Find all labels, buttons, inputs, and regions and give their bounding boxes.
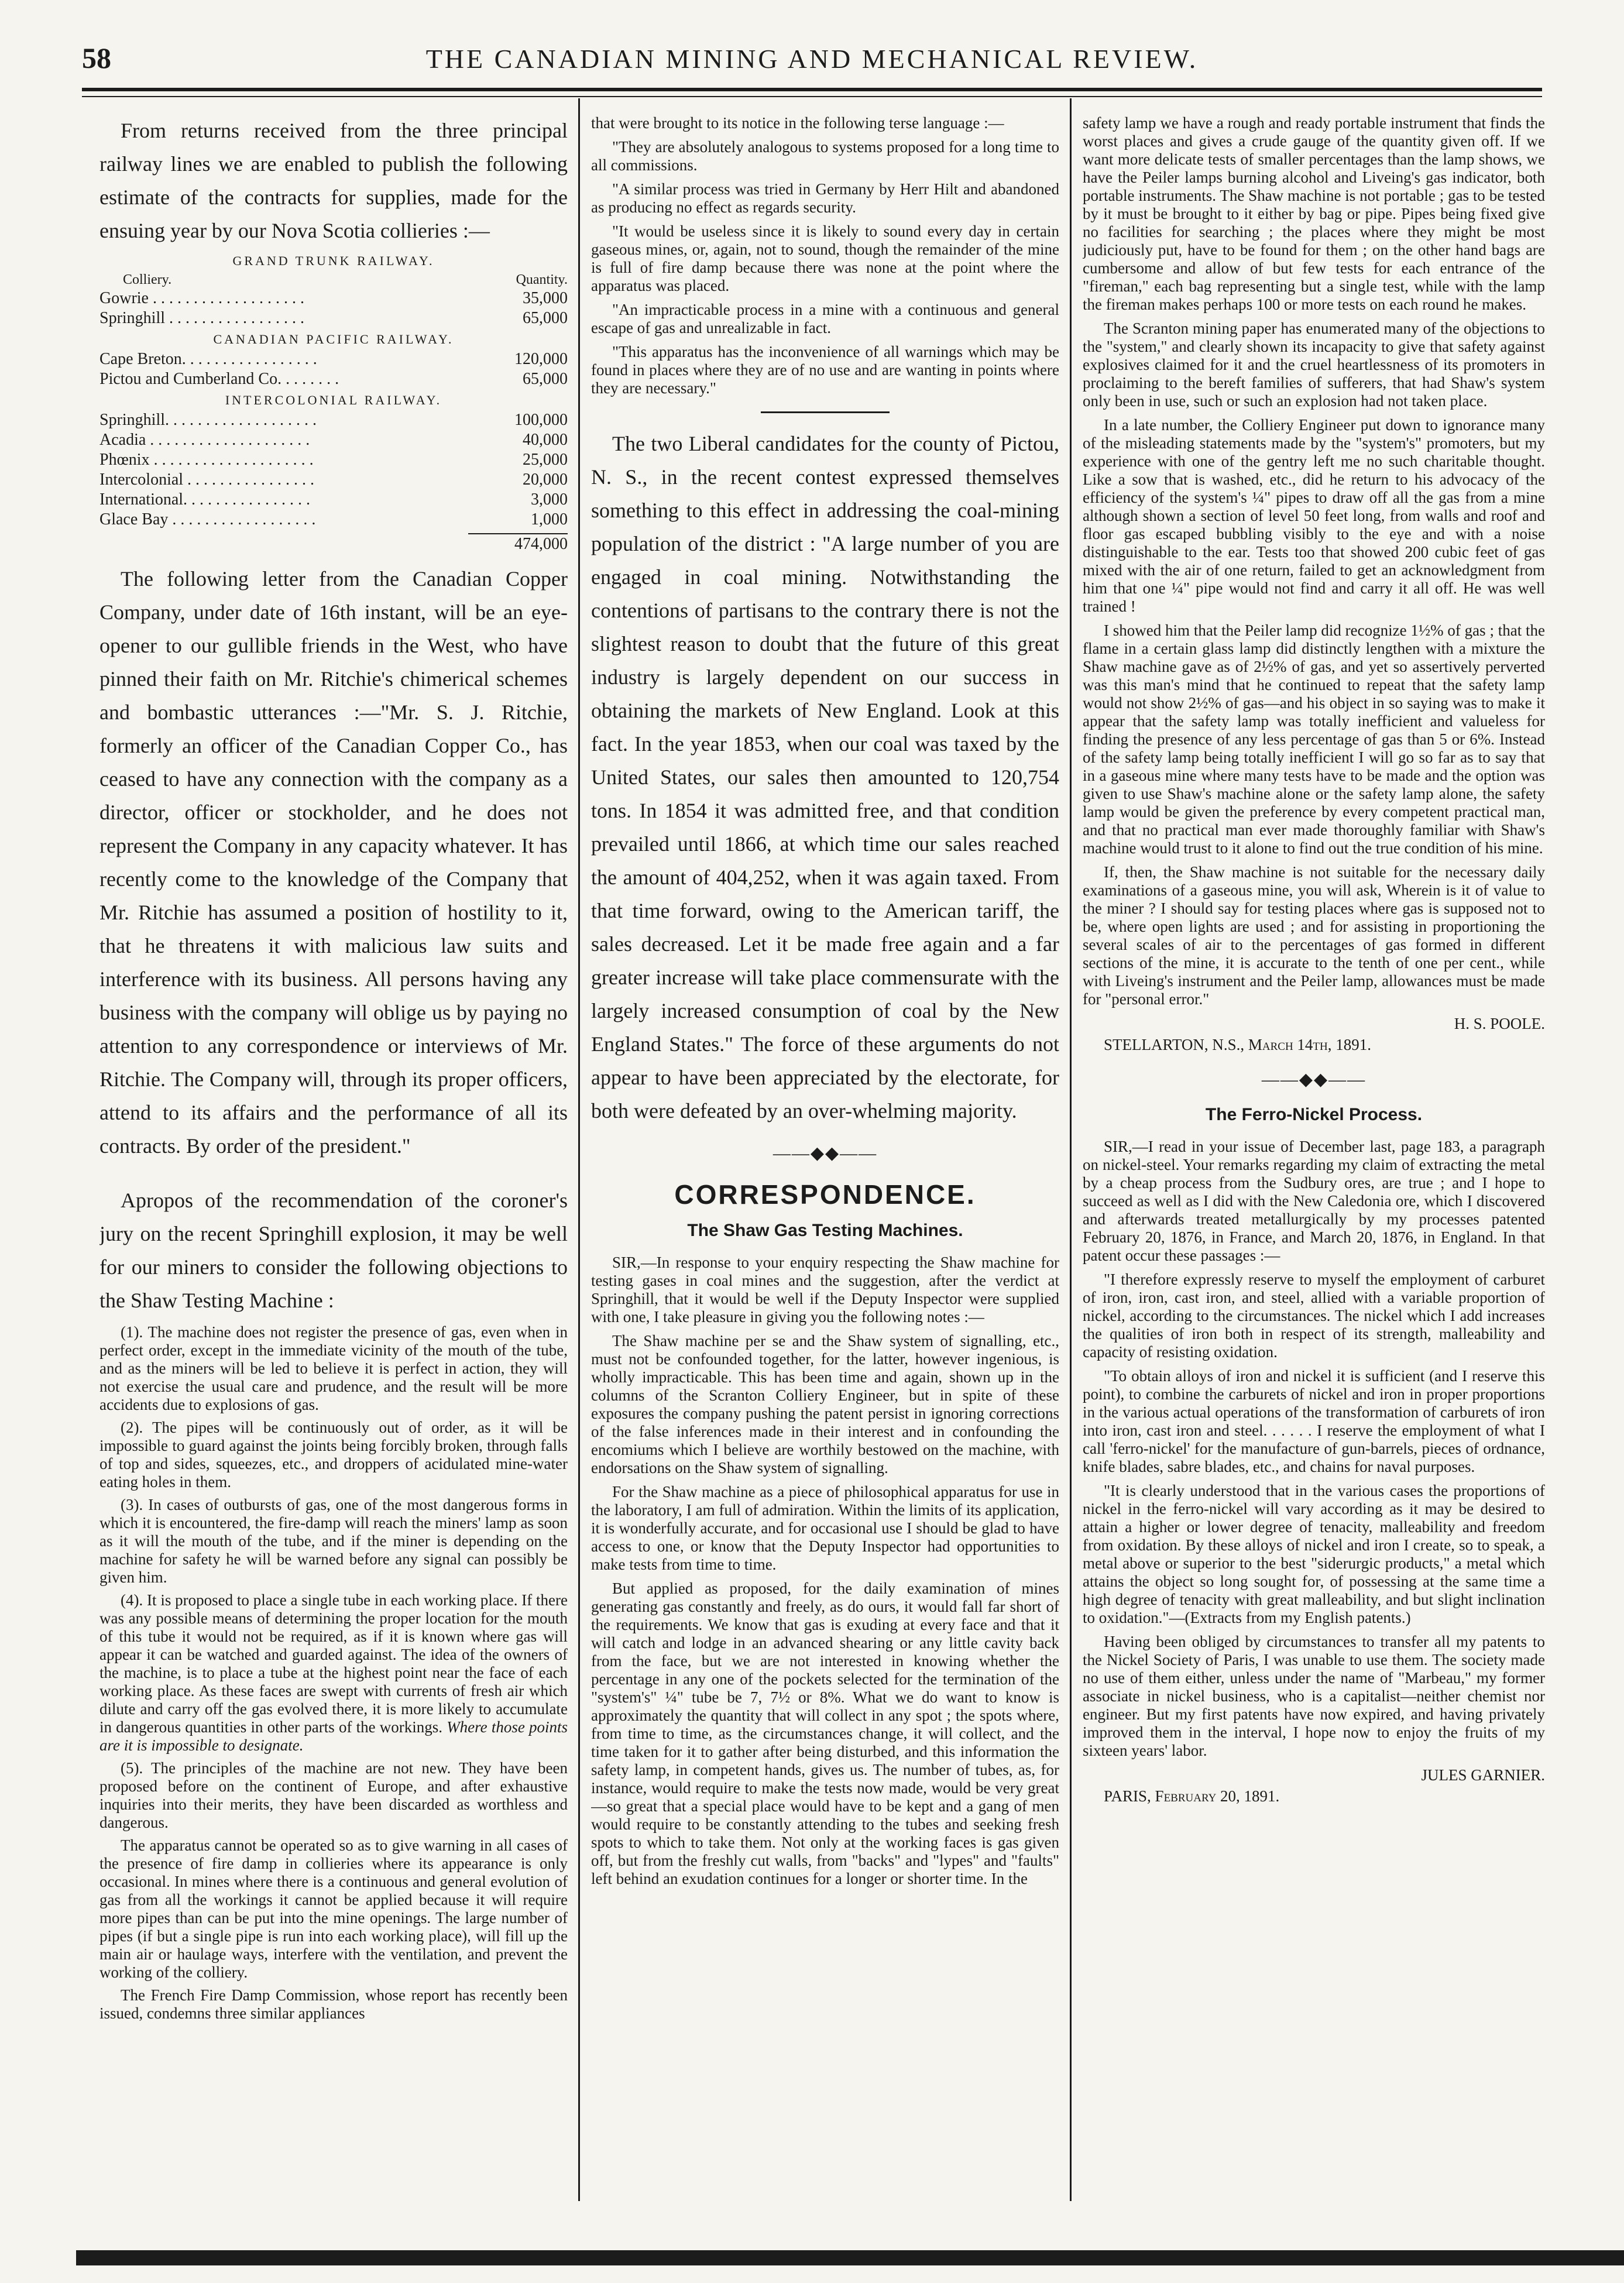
letter-paragraph: safety lamp we have a rough and ready portable instrument that finds the worst places and gives a crude gauge of the quantity given off. If we want more delicate tests of smaller percentages than the lamp shows, we have the Peiler lamps burning alcohol and Liveing's gas indicator, both portable instruments. The Shaw machine is not portable ; gas to be tested by it must be brought to it either by bag or pipe. Pipes being fixed give no facilities for searching ; the places where they might be most judiciously put, have to be found for them ; on the other hand bags are cumbersome and allow of but few tests for each entrance of the "fireman," each bag representing but a single test, while with the lamp the fireman makes perhaps 100 or more tests on each round he makes.	[1083, 114, 1545, 313]
grand-trunk-heading: GRAND TRUNK RAILWAY.	[232, 253, 435, 268]
table-total: 474,000	[468, 533, 568, 554]
letter-paragraph: But applied as proposed, for the daily examination of mines generating gas constantly and freely, as do ours, it would fall far short of the requirements. We know that gas is exuding at every face and that it will catch and lodge in an advanced shearing or any little cavity back from the face, but we are not interested in knowing whether the percentage in any one of the pockets selected for the termination of the "system's" ¼" tube be 7, 7½ or 8%. What we do want to know is approximately the quantity that will collect in any spot ; the spots where, from time to time, as the circumstances change, it will collect, and the time taken for it to gather after being disturbed, and this information the safety lamp, in competent hands, gives us. The number of tubes, as, for instance, would require to make the tests now made, would be very great—so great that a special place would have to be kept and a gang of men would require to be constantly attending to the tubes and seeking fresh spots to which to take them. Not only at the working faces is gas given off, but from the freshly cut walls, from "backs" and "lypes" and "faults" left behind an exudation continues for a longer or shorter time. In the	[591, 1580, 1059, 1887]
colliery-quantity: 65,000	[523, 309, 568, 327]
header-rule-thin	[82, 96, 1542, 97]
letter-paragraph: In a late number, the Colliery Engineer put down to ignorance many of the misleading statements made by the "system's" promoters, but my experience with one of the gentry left me no such charitable thought. Like a sow that is washed, etc., did he return to his advocacy of the efficiency of the system's ¼" pipes to draw off all the gas from a mine although shown a section of level 50 feet long, from walls and roof and floor gas escaped bubbling visibly to the eye and with a noise distinguishable to the ear. Tests too that showed 200 cubic feet of gas mixed with the air of one return, failed to get an acknowledgment from him that one ¼" pipe would not find and carry it all off. He was well trained !	[1083, 416, 1545, 615]
column-2	[591, 114, 1059, 1894]
french-commission-paragraph: The French Fire Damp Commission, whose report has recently been issued, condemns three similar appliances	[99, 1986, 568, 2022]
ornament-divider: ——◆◆——	[1261, 1070, 1367, 1089]
commission-quote: "It would be useless since it is likely to sound every day in certain gaseous mines, or, again, not to sound, though the remainder of the mine is full of fire damp because there was none at the point where the apparatus was placed.	[591, 222, 1059, 294]
colliery-quantity: 3,000	[531, 490, 568, 509]
column-1	[99, 114, 568, 2027]
colliery-quantity: 40,000	[523, 431, 568, 449]
colliery-quantity: 120,000	[514, 350, 568, 368]
correspondence-heading: CORRESPONDENCE.	[674, 1179, 976, 1210]
letter-signature: JULES GARNIER.	[1421, 1766, 1545, 1784]
colliery-name: Acadia . . . . . . . . . . . . . . . . . . . .	[99, 431, 310, 449]
letter-signature: H. S. POOLE.	[1454, 1015, 1545, 1032]
list-item: (5). The principles of the machine are not new. They have been proposed before on the continent of Europe, and after exhaustive inquiries into their merits, they have been discarded as worthless and dangerous.	[99, 1759, 568, 1831]
cpr-heading: CANADIAN PACIFIC RAILWAY.	[213, 332, 454, 346]
shaw-letter-title: The Shaw Gas Testing Machines.	[687, 1221, 963, 1240]
colliery-quantity: 25,000	[523, 451, 568, 469]
quantity-header: Quantity.	[516, 272, 568, 287]
commission-quote: "They are absolutely analogous to systems proposed for a long time to all commissions.	[591, 138, 1059, 174]
column-3	[1083, 114, 1545, 1805]
ferro-nickel-title: The Ferro-Nickel Process.	[1205, 1105, 1423, 1124]
intercolonial-heading: INTERCOLONIAL RAILWAY.	[225, 393, 442, 407]
colliery-name: Springhill . . . . . . . . . . . . . . . . .	[99, 309, 305, 327]
table-row	[99, 490, 568, 510]
liberal-candidates-article: The two Liberal candidates for the county of Pictou, N. S., in the recent contest expressed themselves something to this effect in addressing the coal-mining population of the district : "A large number of you are engaged in coal mining. Notwithstanding the contentions of partisans to the contrary there is not the slightest reason to doubt that the future of this great industry is largely dependent on our success in obtaining the markets of New England. Look at this fact. In the year 1853, when our coal was taxed by the United States, our sales then amounted to 120,754 tons. In 1854 it was admitted free, and that condition prevailed until 1866, at which time our sales reached the amount of 404,252, when it was again taxed. From that time forward, owing to the American tariff, the sales decreased. Let it be made free again and a far greater increase will take place commensurate with the largely increased consumption of coal by the New England States." The force of these arguments do not appear to have been appreciated by the electorate, for both were defeated by an over-whelming majority.	[591, 432, 1059, 1122]
commission-quote: "This apparatus has the inconvenience of all warnings which may be found in places where they are of no use and are wanting in points where they are necessary."	[591, 343, 1059, 397]
section-rule	[761, 411, 890, 413]
list-item: (2). The pipes will be continuously out of order, as it will be impossible to guard against the joints being forcibly broken, through falls of top and sides, squeezes, etc., and droppers of acidulated mine-water eating holes in them.	[99, 1419, 568, 1491]
column-divider-1	[578, 98, 580, 2201]
table-row	[99, 308, 568, 328]
colliery-quantity: 1,000	[531, 510, 568, 528]
list-item	[99, 1591, 568, 1755]
table-row	[99, 510, 568, 530]
table-row	[99, 289, 568, 308]
colliery-name: Intercolonial . . . . . . . . . . . . . . . .	[99, 471, 315, 489]
letter-paragraph: "It is clearly understood that in the various cases the proportions of nickel in the ferro-nickel will vary according as it may be desired to attain a higher or lower degree of tenacity, malleability and freedom from oxidation. By these alloys of nickel and iron I create, so to speak, a metal above or superior to the best "siderurgic products," a metal which attains the object so long sought for, of possessing at the same time a high degree of tenacity with great malleability, and but slight inclination to oxidation."—(Extracts from my English patents.)	[1083, 1482, 1545, 1626]
letter-paragraph: SIR,—In response to your enquiry respecting the Shaw machine for testing gases in coal mines and the suggestion, after the verdict at Springhill, that it would be well if the Deputy Inspector were supplied with one, I take pleasure in giving you the following notes :—	[591, 1254, 1059, 1326]
ornament-divider: ——◆◆——	[772, 1144, 878, 1163]
footer-rule	[76, 2250, 1624, 2265]
list-item: (3). In cases of outbursts of gas, one of the most dangerous forms in which it is encountered, the fire-damp will reach the miners' lamp as soon as it will the mouth of the tube, and if the miner is depending on the machine for safety he will be warned before any signal can possibly be given him.	[99, 1496, 568, 1586]
colliery-name: Glace Bay . . . . . . . . . . . . . . . . . .	[99, 510, 316, 528]
table-row	[99, 430, 568, 450]
colliery-quantity: 100,000	[514, 411, 568, 429]
apparatus-paragraph: The apparatus cannot be operated so as to give warning in all cases of the presence of fire damp in collieries where its appearance is only occasional. In mines where there is a continuous and general evolution of gas from all the workings it cannot be applied because it will require more pipes than can be put into the mine openings. The large number of pipes (if but a single pipe is run into each working place), will fill up the main air or haulage ways, interfere with the ventilation, and prevent the working of the colliery.	[99, 1836, 568, 1981]
letter-paragraph: Having been obliged by circumstances to transfer all my patents to the Nickel Society of Paris, I was unable to use them. The society made no use of them either, unless under the name of "Marbeau," my former associate in nickel business, who is a capitalist—neither chemist nor engineer. But my first patents have now expired, and having privately improved them in the interval, I hope now to enjoy the fruits of my sixteen years' labor.	[1083, 1633, 1545, 1759]
letter-paragraph: "To obtain alloys of iron and nickel it is sufficient (and I reserve this point), to combine the carburets of nickel and iron in proper proportions in the various actual operations of the transformation of carburets of iron into iron, cast iron and steel. . . . . . I reserve the employment of what I call 'ferro-nickel' for the manufacture of gun-barrels, pieces of ordnance, knife blades, sabre blades, etc., and chains for naval purposes.	[1083, 1367, 1545, 1475]
table-header	[99, 271, 568, 289]
continued-text: that were brought to its notice in the following terse language :—	[591, 114, 1004, 132]
page-number: 58	[82, 42, 111, 74]
table-row	[99, 470, 568, 490]
header-rule-thick	[82, 88, 1542, 91]
letter-paragraph: "I therefore expressly reserve to myself the employment of carburet of iron, iron, cast iron, and steel, allied with a variable proportion of nickel, according to the circumstances. The nickel which I add increases the qualities of iron both in respect of its strength, malleability and capacity of resisting oxidation.	[1083, 1271, 1545, 1361]
table-row	[99, 410, 568, 430]
running-head: THE CANADIAN MINING AND MECHANICAL REVIEW.	[425, 44, 1199, 74]
colliery-quantity: 35,000	[523, 289, 568, 307]
commission-quote: "A similar process was tried in Germany by Herr Hilt and abandoned as producing no effect as regards security.	[591, 180, 1059, 216]
supplies-intro: From returns received from the three principal railway lines we are enabled to publish the following estimate of the contracts for supplies, made for the ensuing year by our Nova Scotia collieries :—	[99, 119, 568, 242]
item-4-italic: Where those points are it is impossible to designate.	[99, 1718, 568, 1754]
letter-paragraph: I showed him that the Peiler lamp did recognize 1½% of gas ; that the flame in a certain glass lamp did distinctly lengthen with a mixture the Shaw machine gave as of 2½% of gas, and yet so assertively perverted was this man's mind that he continued to repeat that the safety lamp would not show 2½% of gas—and his object in so saying was to make it appear that the safety lamp was totally inefficient and valueless for finding the presence of any less percentage of gas than 5 or 6%. Instead of the safety lamp being totally inefficient I will go so far as to say that in a gaseous mine where many tests have to be made and the option was given to use Shaw's machine alone or the safety lamp alone, the safety lamp would be given the preference by every competent practical man, and that no practical man ever made thoroughly familiar with Shaw's machine would trust to it alone to find out the true condition of his mine.	[1083, 622, 1545, 857]
letter-paragraph: If, then, the Shaw machine is not suitable for the necessary daily examinations of a gaseous mine, you will ask, Wherein is it of value to the miner ? I should say for testing places where gas is supposed not to be, where open lights are used ; and for assisting in proportioning the several scales of air to the percentages of gas formed in different sections of the mine, it is accurate to the tenth of one per cent., while with Liveing's instrument and the Peiler lamp, allowances must be made for "personal error."	[1083, 863, 1545, 1008]
list-item: (1). The machine does not register the presence of gas, even when in perfect order, except in the immediate vicinity of the mouth of the tube, and as the miners will be led to believe it is perfect in action, they will not exercise the usual care and prudence, and the result will be more accidents due to explosions of gas.	[99, 1323, 568, 1413]
letter-paragraph: The Scranton mining paper has enumerated many of the objections to the "system," and clearly shown its incapacity to give that safety against explosives claimed for it and the cruel heartlessness of its promoters in proclaiming to the bereft families of sufferers, that had Shaw's system only been in use, such or such an explosion had not taken place.	[1083, 320, 1545, 410]
colliery-name: Cape Breton. . . . . . . . . . . . . . . . .	[99, 350, 317, 368]
column-divider-2	[1070, 98, 1072, 2201]
colliery-name: Springhill. . . . . . . . . . . . . . . . . . .	[99, 411, 317, 429]
colliery-name: Pictou and Cumberland Co. . . . . . . .	[99, 370, 339, 388]
table-row	[99, 450, 568, 470]
copper-company-letter: The following letter from the Canadian Copper Company, under date of 16th instant, will be an eye-opener to our gullible friends in the West, who have pinned their faith on Mr. Ritchie's chimerical schemes and bombastic utterances :—"Mr. S. J. Ritchie, formerly an officer of the Canadian Copper Co., has ceased to have any connection with the company as a director, officer or stockholder, and he does not represent the Company in any capacity whatever. It has recently come to the knowledge of the Company that Mr. Ritchie has assumed a position of hostility to it, that he threatens it with malicious law suits and interference with its business. All persons having any business with the company will oblige us by paying no attention to any correspondence or interviews of Mr. Ritchie. The Company will, through its proper officers, attend to its affairs and the performance of all its contracts. By order of the president."	[99, 567, 568, 1158]
letter-dateline: PARIS, February 20, 1891.	[1104, 1787, 1280, 1805]
colliery-name: Gowrie . . . . . . . . . . . . . . . . . . .	[99, 289, 304, 307]
objections-list	[99, 1323, 568, 2023]
colliery-quantity: 65,000	[523, 370, 568, 388]
colliery-quantity: 20,000	[523, 471, 568, 489]
colliery-header: Colliery.	[123, 272, 172, 287]
apropos-paragraph: Apropos of the recommendation of the coroner's jury on the recent Springhill explosion, it may be well for our miners to consider the following objections to the Shaw Testing Machine :	[99, 1189, 568, 1312]
letter-paragraph: The Shaw machine per se and the Shaw system of signalling, etc., must not be confounded together, for the latter, however ingenious, is wholly impracticable. This has been time and again, shown up in the columns of the Scranton Colliery Engineer, but in spite of these exposures the company pushing the patent persist in ignoring corrections of the false inferences made in their interest and in confounding the encomiums which I believe are worthily bestowed on the machine, with endorsations on the Shaw system of signalling.	[591, 1332, 1059, 1477]
letter-paragraph: For the Shaw machine as a piece of philosophical apparatus for use in the laboratory, I am full of admiration. Within the limits of its application, it is wonderfully accurate, and for occasional use I should be glad to have access to one, or know that the Deputy Inspector had opportunities to make tests from time to time.	[591, 1483, 1059, 1573]
letter-dateline: STELLARTON, N.S., March 14th, 1891.	[1104, 1036, 1372, 1053]
supplies-table	[99, 253, 568, 554]
letter-paragraph: SIR,—I read in your issue of December last, page 183, a paragraph on nickel-steel. Your remarks regarding my claim of extracting the metal by a cheap process from the Sudbury ores, are true ; and I hope to succeed as well as I did with the New Caledonia ore, which I discovered and afterwards treated metallurgically by my processes patented February 20, 1876, in France, and March 20, 1876, in England. In that patent occur these passages :—	[1083, 1138, 1545, 1264]
item-4-text: (4). It is proposed to place a single tube in each working place. If there was any possible means of determining the proper location for the mouth of this tube it would not be required, as if it is known where gas will appear it can be watched and guarded against. The idea of the owners of the machine, is to place a tube at the highest point near the face of each working place. As these faces are swept with currents of fresh air which dilute and carry off the gas evolved there, it is more likely to accumulate in dangerous quantities in other parts of the workings.	[99, 1591, 568, 1736]
table-row	[99, 369, 568, 389]
colliery-name: International. . . . . . . . . . . . . . . .	[99, 490, 311, 509]
table-row	[99, 349, 568, 369]
colliery-name: Phœnix . . . . . . . . . . . . . . . . . . . .	[99, 451, 314, 469]
commission-quote: "An impracticable process in a mine with a continuous and general escape of gas and unrealizable in fact.	[591, 301, 1059, 337]
